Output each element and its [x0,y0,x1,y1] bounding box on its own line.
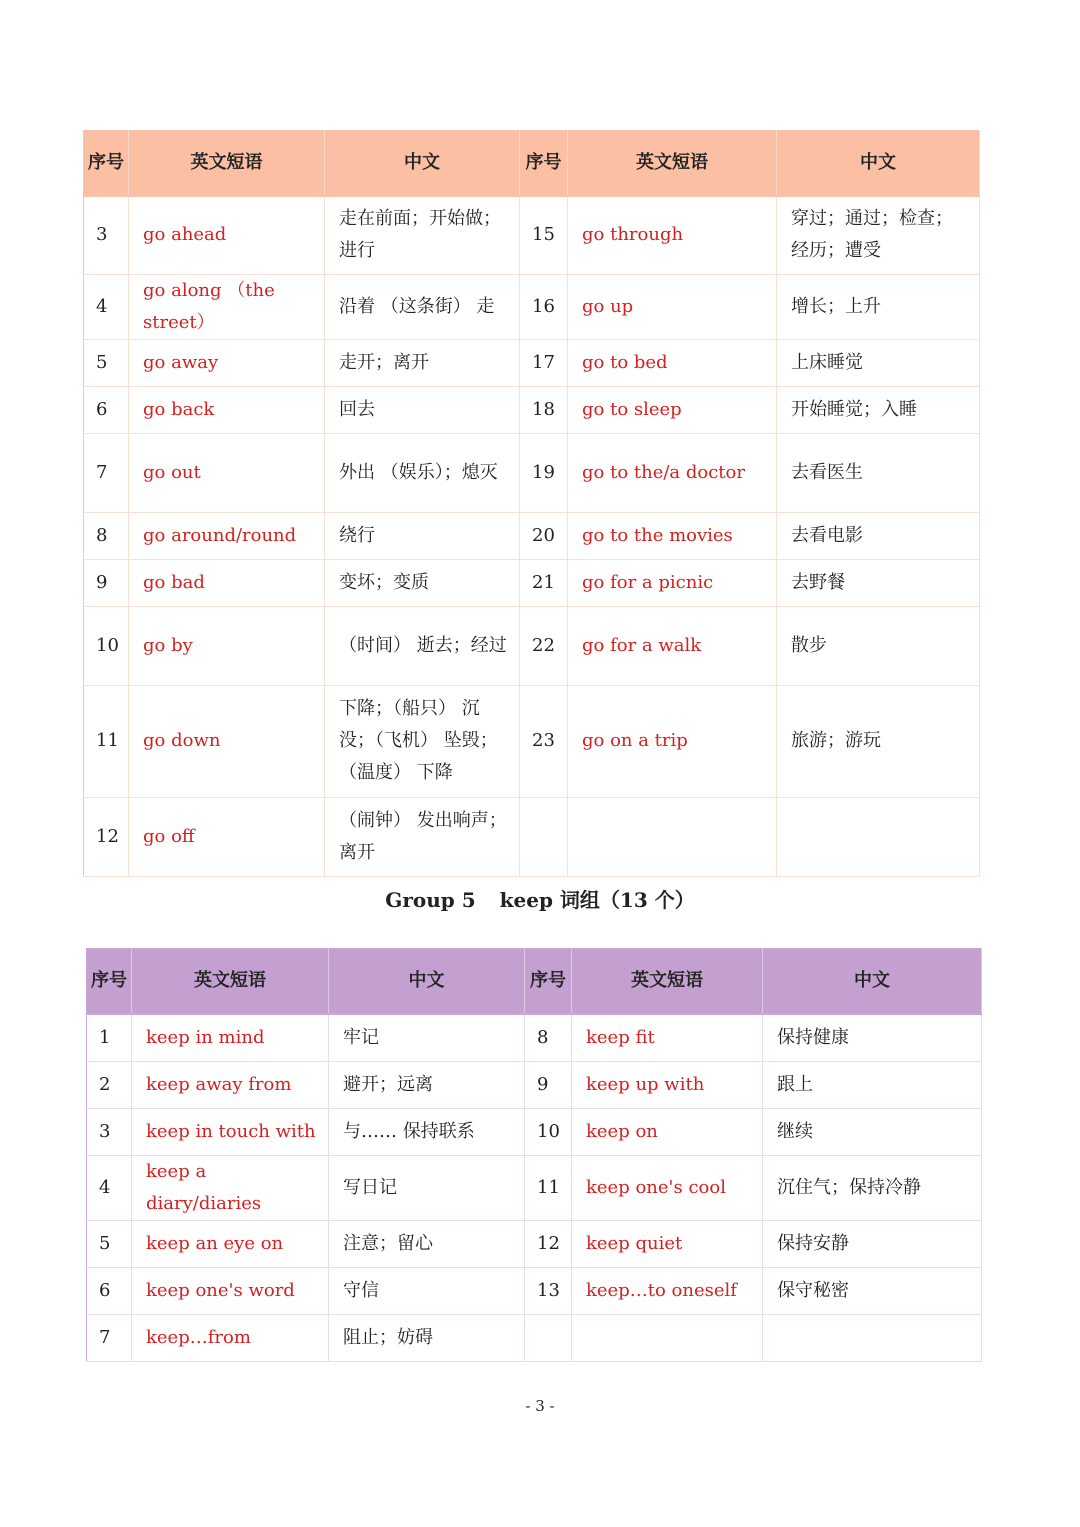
english-phrase: go to bed [568,339,777,386]
chinese-meaning: 下降；（船只） 沉没；（飞机） 坠毁；（温度） 下降 [325,685,520,797]
english-phrase: go up [568,274,777,339]
english-phrase: keep one's cool [572,1156,763,1221]
chinese-meaning: 外出 （娱乐）；熄灭 [325,433,520,512]
english-phrase: go on a trip [568,685,777,797]
table-row [84,512,980,559]
row-number: 1 [87,1014,132,1062]
table-row [84,559,980,606]
group-title-prefix: Group 5 [385,888,476,912]
chinese-meaning: 穿过；通过；检查；经历；遭受 [777,196,980,274]
header-english: 英文短语 [132,949,329,1015]
table-header-row [87,949,982,1015]
english-phrase: keep up with [572,1062,763,1109]
go-phrases-body [84,196,980,876]
header-chinese: 中文 [763,949,982,1015]
chinese-meaning: 牢记 [329,1014,525,1062]
row-number: 9 [525,1062,572,1109]
chinese-meaning: 沿着 （这条街） 走 [325,274,520,339]
english-phrase: go through [568,196,777,274]
row-number: 5 [87,1221,132,1268]
row-number: 22 [520,606,568,685]
table-row [87,1315,982,1362]
english-phrase: go to the movies [568,512,777,559]
chinese-meaning: 旅游；游玩 [777,685,980,797]
chinese-meaning: 注意；留心 [329,1221,525,1268]
row-number: 3 [87,1109,132,1156]
header-chinese: 中文 [329,949,525,1015]
chinese-meaning: 去看电影 [777,512,980,559]
row-number: 9 [84,559,129,606]
chinese-meaning: 跟上 [763,1062,982,1109]
english-phrase: go bad [129,559,325,606]
english-phrase: go for a picnic [568,559,777,606]
english-phrase: go for a walk [568,606,777,685]
chinese-meaning: 避开；远离 [329,1062,525,1109]
row-number: 4 [87,1156,132,1221]
english-phrase: keep…from [132,1315,329,1362]
header-english: 英文短语 [129,131,325,197]
header-chinese: 中文 [325,131,520,197]
chinese-meaning: 开始睡觉；入睡 [777,386,980,433]
english-phrase: keep quiet [572,1221,763,1268]
english-phrase: go around/round [129,512,325,559]
chinese-meaning: 保持安静 [763,1221,982,1268]
chinese-meaning: （时间） 逝去；经过 [325,606,520,685]
chinese-meaning: （闹钟） 发出响声；离开 [325,797,520,876]
row-number: 4 [84,274,129,339]
chinese-meaning: 回去 [325,386,520,433]
row-number: 15 [520,196,568,274]
row-number: 8 [525,1014,572,1062]
row-number: 18 [520,386,568,433]
chinese-meaning: 保守秘密 [763,1268,982,1315]
table-row [84,685,980,797]
table-row [87,1062,982,1109]
header-english: 英文短语 [572,949,763,1015]
chinese-meaning: 去看医生 [777,433,980,512]
row-number: 23 [520,685,568,797]
chinese-meaning: 写日记 [329,1156,525,1221]
row-number: 20 [520,512,568,559]
table-row [84,606,980,685]
chinese-meaning: 与…… 保持联系 [329,1109,525,1156]
row-number: 11 [84,685,129,797]
table-header-row [84,131,980,197]
chinese-meaning: 增长；上升 [777,274,980,339]
table-row [87,1109,982,1156]
go-phrases-table [83,130,980,877]
table-row [84,433,980,512]
table-row [84,386,980,433]
table-row [84,196,980,274]
chinese-meaning [763,1315,982,1362]
row-number: 21 [520,559,568,606]
table-row [87,1014,982,1062]
page-number: - 3 - [525,1397,555,1415]
english-phrase: go by [129,606,325,685]
row-number: 8 [84,512,129,559]
english-phrase: go away [129,339,325,386]
row-number: 3 [84,196,129,274]
english-phrase: keep in touch with [132,1109,329,1156]
english-phrase: go along （the street） [129,274,325,339]
english-phrase: go ahead [129,196,325,274]
row-number: 7 [87,1315,132,1362]
english-phrase: keep on [572,1109,763,1156]
row-number: 2 [87,1062,132,1109]
row-number: 10 [84,606,129,685]
chinese-meaning [777,797,980,876]
chinese-meaning: 走在前面；开始做；进行 [325,196,520,274]
row-number: 6 [84,386,129,433]
keep-phrases-body [87,1014,982,1362]
english-phrase: keep an eye on [132,1221,329,1268]
chinese-meaning: 走开；离开 [325,339,520,386]
table-row [87,1156,982,1221]
row-number [525,1315,572,1362]
row-number: 17 [520,339,568,386]
english-phrase: keep…to oneself [572,1268,763,1315]
row-number: 6 [87,1268,132,1315]
chinese-meaning: 散步 [777,606,980,685]
english-phrase [568,797,777,876]
header-number: 序号 [520,131,568,197]
english-phrase: go to sleep [568,386,777,433]
chinese-meaning: 去野餐 [777,559,980,606]
row-number: 16 [520,274,568,339]
chinese-meaning: 继续 [763,1109,982,1156]
chinese-meaning: 守信 [329,1268,525,1315]
header-number: 序号 [87,949,132,1015]
header-english: 英文短语 [568,131,777,197]
row-number: 12 [84,797,129,876]
keep-phrases-table [86,948,982,1362]
english-phrase: keep in mind [132,1014,329,1062]
table-row [87,1268,982,1315]
english-phrase: keep a diary/diaries [132,1156,329,1221]
english-phrase: keep one's word [132,1268,329,1315]
row-number [520,797,568,876]
chinese-meaning: 保持健康 [763,1014,982,1062]
row-number: 11 [525,1156,572,1221]
english-phrase: go to the/a doctor [568,433,777,512]
row-number: 13 [525,1268,572,1315]
row-number: 12 [525,1221,572,1268]
group-title [0,884,1080,913]
header-chinese: 中文 [777,131,980,197]
group-title-main: keep 词组（13 个） [499,888,695,912]
row-number: 19 [520,433,568,512]
row-number: 5 [84,339,129,386]
english-phrase [572,1315,763,1362]
english-phrase: keep away from [132,1062,329,1109]
header-number: 序号 [84,131,129,197]
chinese-meaning: 变坏；变质 [325,559,520,606]
chinese-meaning: 阻止；妨碍 [329,1315,525,1362]
chinese-meaning: 沉住气；保持冷静 [763,1156,982,1221]
table-row [84,339,980,386]
english-phrase: go back [129,386,325,433]
chinese-meaning: 上床睡觉 [777,339,980,386]
english-phrase: go off [129,797,325,876]
header-number: 序号 [525,949,572,1015]
row-number: 7 [84,433,129,512]
row-number: 10 [525,1109,572,1156]
english-phrase: go out [129,433,325,512]
english-phrase: go down [129,685,325,797]
table-row [84,274,980,339]
chinese-meaning: 绕行 [325,512,520,559]
table-row [87,1221,982,1268]
table-row [84,797,980,876]
english-phrase: keep fit [572,1014,763,1062]
